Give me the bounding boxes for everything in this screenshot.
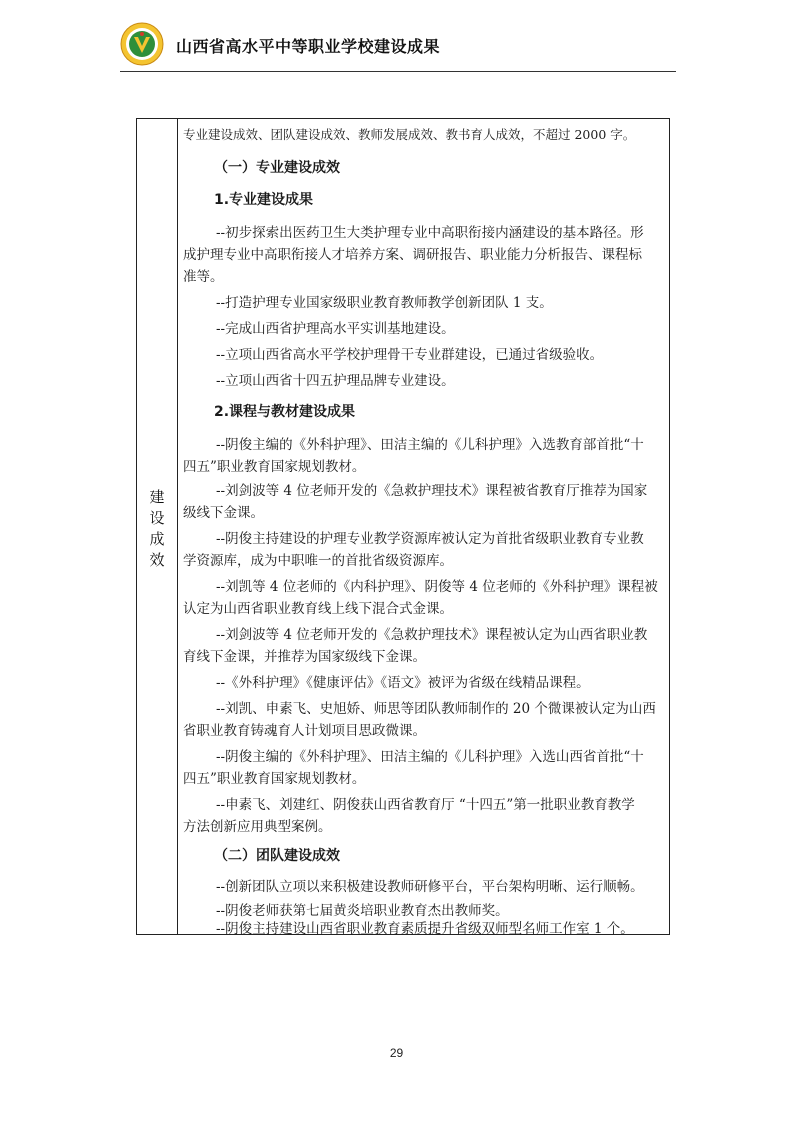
paragraph-line: --阴俊老师获第七届黄炎培职业教育杰出教师奖。: [216, 903, 509, 919]
paragraph-line: 省职业教育铸魂育人计划项目思政微课。: [183, 723, 426, 739]
page-header: [120, 22, 676, 72]
paragraph-line: 级线下金课。: [183, 505, 264, 521]
paragraph-line: 学资源库，成为中职唯一的首批省级资源库。: [183, 553, 453, 569]
row-label: [137, 487, 177, 571]
paragraph-line: --《外科护理》《健康评估》《语文》被评为省级在线精品课程。: [216, 675, 590, 691]
paragraph-line: --立项山西省十四五护理品牌专业建设。: [216, 373, 455, 389]
row-label-char: 设: [149, 509, 165, 527]
school-emblem-icon: [120, 22, 164, 66]
paragraph-line: --打造护理专业国家级职业教育教师教学创新团队 1 支。: [216, 295, 553, 311]
section-title: （二）团队建设成效: [214, 848, 340, 864]
section-title: （一）专业建设成效: [214, 160, 340, 176]
paragraph-line: --刘剑波等 4 位老师开发的《急救护理技术》课程被认定为山西省职业教: [216, 627, 648, 643]
paragraph-line: --初步探索出医药卫生大类护理专业中高职衔接内涵建设的基本路径。形: [216, 225, 644, 241]
subsection-title: 1.专业建设成果: [214, 192, 314, 208]
content-table: [136, 118, 670, 935]
paragraph-line: 方法创新应用典型案例。: [183, 819, 332, 835]
paragraph-line: --刘凯、申素飞、史旭娇、师思等团队教师制作的 20 个微课被认定为山西: [216, 701, 656, 717]
paragraph-line: --完成山西省护理高水平实训基地建设。: [216, 321, 455, 337]
paragraph-line: --立项山西省高水平学校护理骨干专业群建设，已通过省级验收。: [216, 347, 604, 363]
paragraph-line: --刘剑波等 4 位老师开发的《急救护理技术》课程被省教育厅推荐为国家: [216, 483, 648, 499]
row-label-char: 效: [149, 551, 165, 569]
paragraph-line: --阴俊主编的《外科护理》、田洁主编的《儿科护理》入选山西省首批“十: [216, 749, 644, 765]
row-label-cell: [137, 119, 178, 934]
paragraph-line: --申素飞、刘建红、阴俊获山西省教育厅 “十四五”第一批职业教育教学: [216, 797, 635, 813]
paragraph-line: --刘凯等 4 位老师的《内科护理》、阴俊等 4 位老师的《外科护理》课程被: [216, 579, 658, 595]
page-number: 29: [389, 1046, 404, 1060]
row-label-char: 建: [149, 488, 165, 506]
paragraph-line: 育线下金课，并推荐为国家级线下金课。: [183, 649, 426, 665]
paragraph-line: --阴俊主持建设山西省职业教育素质提升省级双师型名师工作室 1 个。: [216, 921, 634, 937]
header-title: 山西省高水平中等职业学校建设成果: [176, 37, 441, 56]
paragraph-line: --阴俊主编的《外科护理》、田洁主编的《儿科护理》入选教育部首批“十: [216, 437, 644, 453]
paragraph-line: --阴俊主持建设的护理专业教学资源库被认定为首批省级职业教育专业教: [216, 531, 644, 547]
paragraph-line: 认定为山西省职业教育线上线下混合式金课。: [183, 601, 453, 617]
paragraph-line: 四五”职业教育国家规划教材。: [183, 459, 366, 475]
row-label-char: 成: [149, 530, 165, 548]
paragraph-line: 成护理专业中高职衔接人才培养方案、调研报告、职业能力分析报告、课程标: [183, 247, 642, 263]
subsection-title: 2.课程与教材建设成果: [214, 404, 356, 420]
paragraph-line: --创新团队立项以来积极建设教师研修平台，平台架构明晰、运行顺畅。: [216, 879, 644, 895]
content-cell: [178, 119, 669, 937]
header-rule: [120, 71, 676, 72]
paragraph-line: 四五”职业教育国家规划教材。: [183, 771, 366, 787]
intro-text: 专业建设成效、团队建设成效、教师发展成效、教书育人成效，不超过 2000 字。: [183, 127, 636, 142]
paragraph-line: 准等。: [183, 269, 224, 285]
